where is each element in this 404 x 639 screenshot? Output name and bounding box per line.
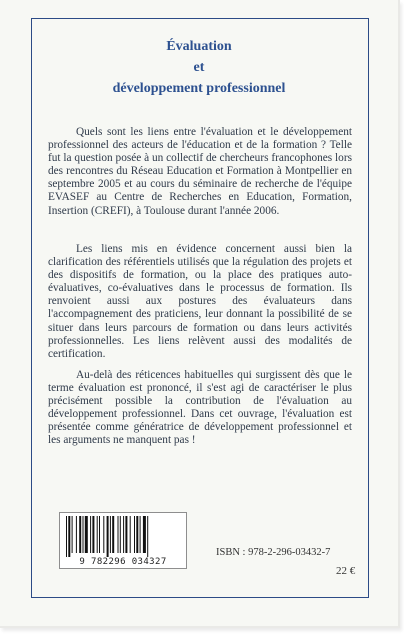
barcode-bar: [110, 516, 111, 553]
barcode-bar: [92, 516, 94, 553]
title-line-2: et: [193, 60, 205, 75]
barcode-bar: [68, 516, 70, 557]
barcode-box: [59, 512, 187, 569]
book-title: [0, 36, 398, 99]
barcode-bar: [112, 516, 114, 553]
barcode-bar: [125, 516, 127, 553]
barcode-bar: [143, 516, 146, 553]
summary-paragraph-3: Au-delà des réticences habituelles qui surgissent dès que le terme évaluation est prononcé, il s'est agi de caractériser le plus précisément possible la contribution de l'évaluation au développement professionnel. Dans cet ouvrage, l'évaluation est présentée comme génératrice de développement professionnel et les arguments ne manquent pas !: [48, 369, 352, 447]
barcode-bar: [140, 516, 141, 553]
barcode-bar: [66, 516, 67, 557]
barcode-bar: [90, 516, 91, 553]
barcode-bar: [134, 516, 135, 553]
price: 22 €: [336, 565, 356, 577]
barcode-bars-icon: [64, 516, 182, 557]
barcode-bar: [76, 516, 77, 553]
barcode-bar: [83, 516, 84, 553]
barcode-digits: 9 782296 034327: [79, 557, 167, 567]
barcode-bar: [107, 516, 109, 557]
barcode-bar: [120, 516, 121, 553]
isbn: ISBN : 978-2-296-03432-7: [216, 547, 331, 558]
barcode-bar: [147, 516, 148, 557]
barcode: [59, 512, 187, 569]
barcode-bar: [79, 516, 81, 553]
barcode-bar: [72, 516, 73, 553]
summary-paragraph-2: Les liens mis en évidence concernent aussi bien la clarification des référentiels utilisés que la régulation des projets et des dispositifs de formation, ou la place des pratiques auto-évaluatives, co-évaluatives dans le processus de formation. Ils renvoient aussi aux postures des évaluateurs dans l'accompagnement des praticiens, leur donnant la possibilité de se situer dans leurs parcours de formation ou dans leurs activités professionnelles. Les liens relèvent aussi des modalités de certification.: [48, 243, 352, 360]
barcode-bar: [123, 516, 124, 553]
barcode-bar: [103, 516, 104, 553]
barcode-bar: [130, 516, 131, 553]
title-line-1: Évaluation: [166, 39, 232, 54]
barcode-bar: [85, 516, 88, 553]
barcode-bar: [99, 516, 100, 553]
barcode-bar: [118, 516, 119, 553]
title-line-3: développement professionnel: [112, 81, 286, 96]
summary-paragraph-1: Quels sont les liens entre l'évaluation et le développement professionnel des acteurs de l'éducation et de la formation ? Telle fut la question posée à un collectif de chercheurs francophones lors des rencontres du Réseau Education et Formation à Montpellier en septembre 2005 et au cours du séminaire de recherche de l'équipe EVASEF au Centre de Recherches en Education, Formation, Insertion (CREFI), à Toulouse durant l'année 2006.: [48, 126, 352, 217]
barcode-bar: [136, 516, 138, 553]
barcode-bar: [97, 516, 98, 553]
